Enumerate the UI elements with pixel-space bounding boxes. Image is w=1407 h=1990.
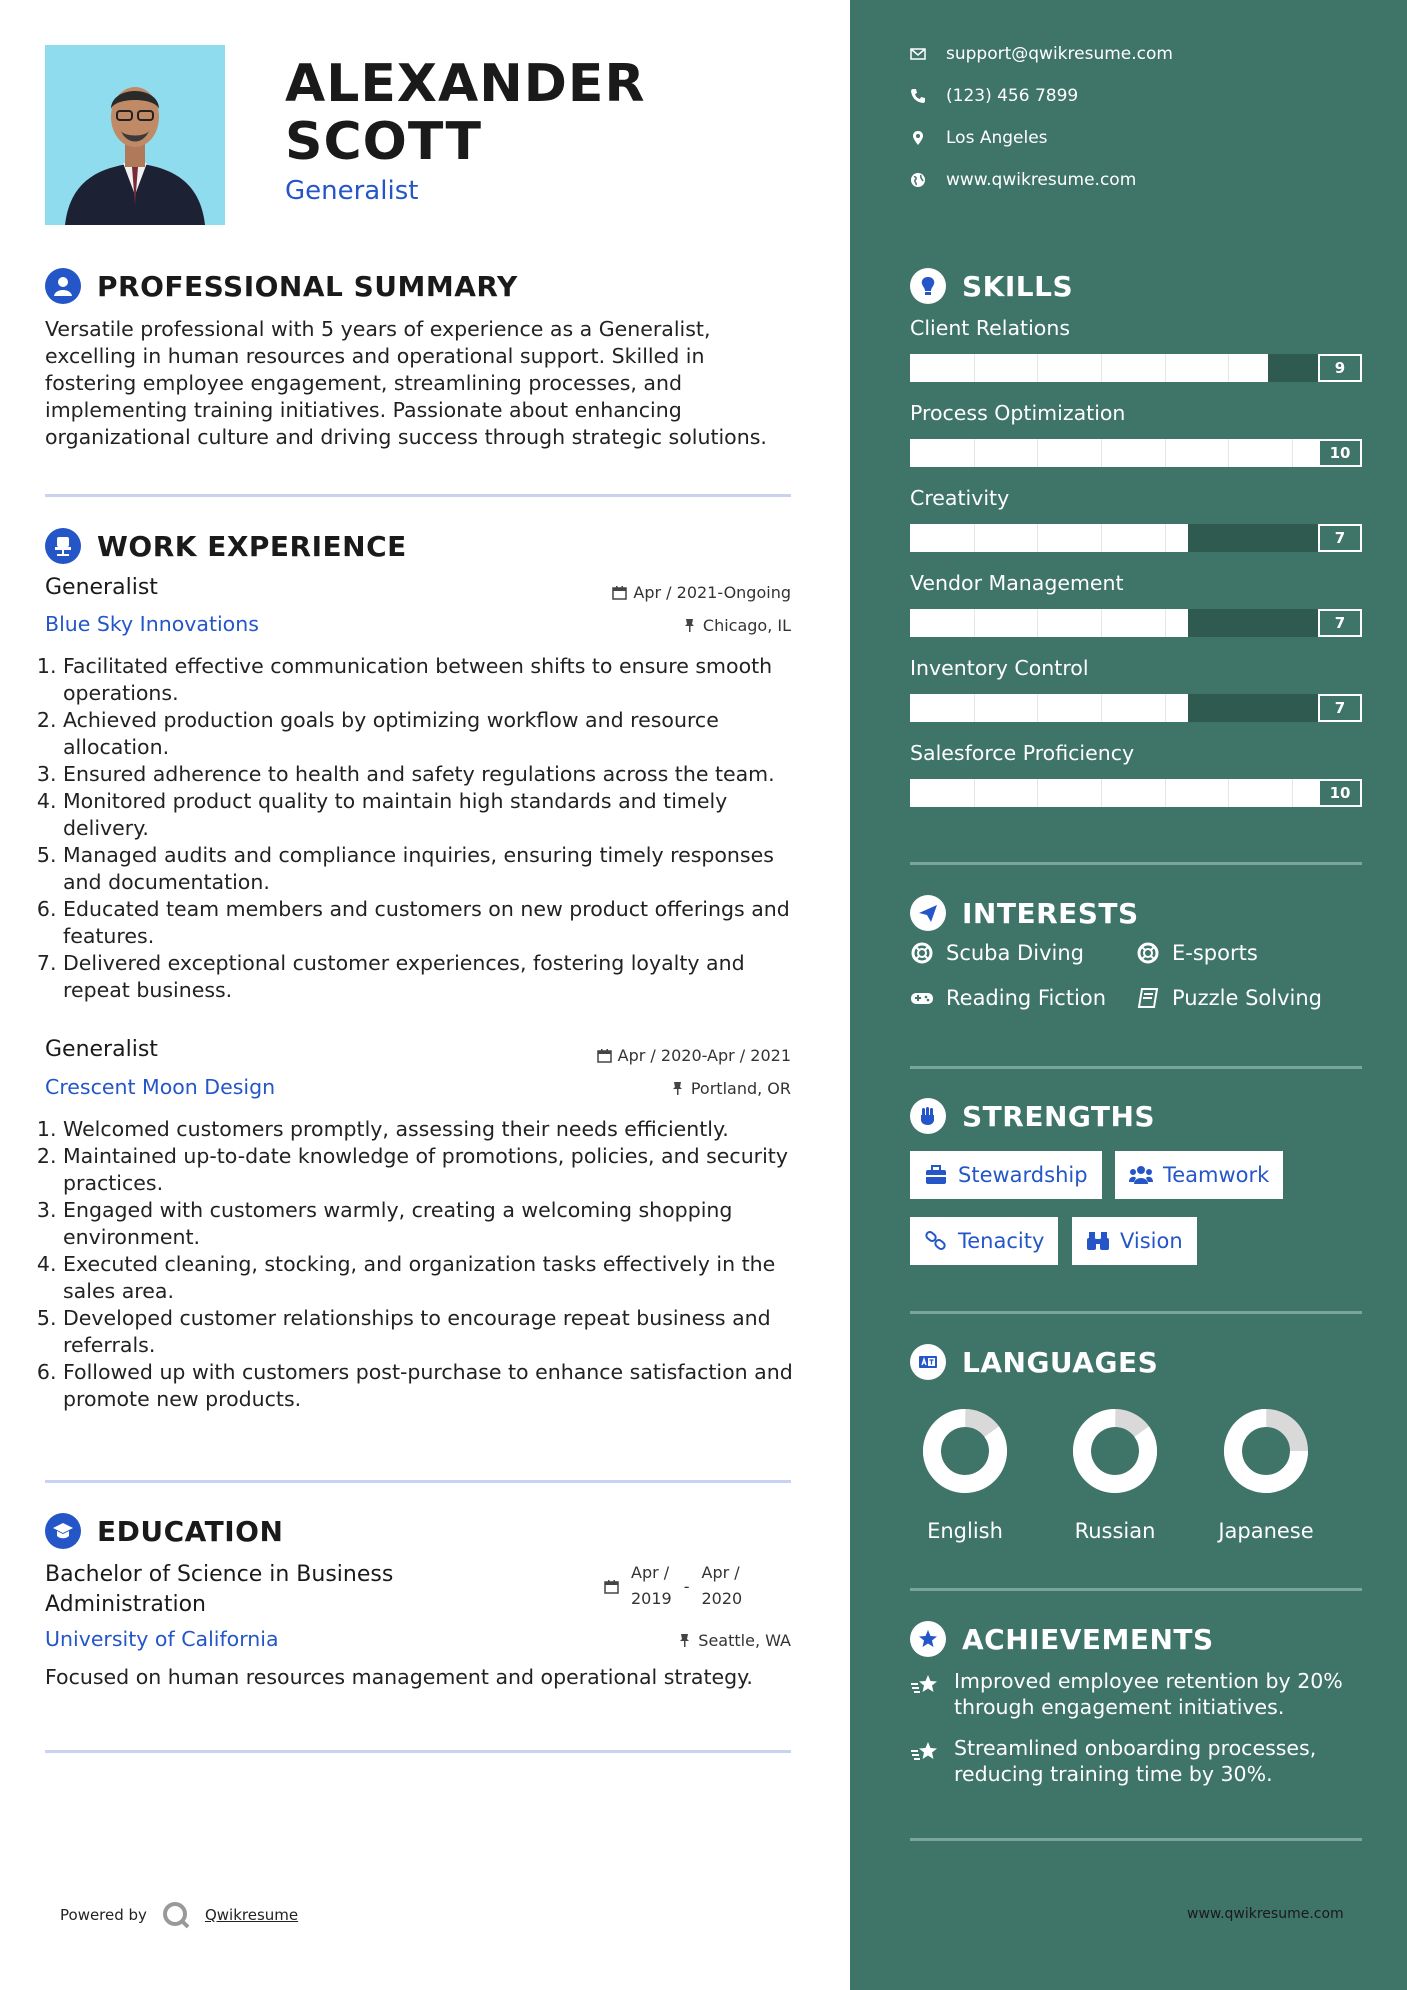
contact-phone[interactable] — [910, 86, 1078, 106]
strength-label: Teamwork — [1163, 1163, 1270, 1187]
job-location-text: Chicago, IL — [702, 616, 791, 635]
website-text: www.qwikresume.com — [946, 170, 1137, 190]
education-header — [45, 1513, 283, 1549]
language-ring-fill — [1069, 1405, 1161, 1497]
graduation-cap-icon — [45, 1513, 81, 1549]
degree-line: Administration — [45, 1592, 206, 1617]
list-item: 3. Engaged with customers warmly, creating a welcoming shopping environment. — [63, 1197, 815, 1251]
email-text: support@qwikresume.com — [946, 44, 1173, 64]
skill-segment — [1165, 779, 1166, 807]
skill-name: Creativity — [910, 486, 1010, 510]
strength-label: Vision — [1120, 1229, 1183, 1253]
skill-name: Process Optimization — [910, 401, 1126, 425]
interests-title: INTERESTS — [962, 896, 1139, 930]
language-ring — [1069, 1405, 1161, 1497]
list-item: 6. Followed up with customers post-purchase to enhance satisfaction and promote new products. — [63, 1359, 815, 1413]
job-company: Crescent Moon Design — [45, 1075, 276, 1099]
skill-segment — [1101, 524, 1102, 552]
skill-segment — [1165, 609, 1166, 637]
skill-fill — [910, 694, 1188, 722]
skill-bar — [910, 609, 1362, 637]
skill-segment — [1228, 779, 1229, 807]
list-item: 5. Managed audits and compliance inquiries, ensuring timely responses and documentation. — [63, 842, 815, 896]
strengths-title: STRENGTHS — [962, 1099, 1156, 1133]
skill-segment — [1165, 694, 1166, 722]
languages-header — [910, 1344, 1158, 1380]
envelope-icon — [910, 46, 926, 62]
list-item: 1. Welcomed customers promptly, assessing their needs efficiently. — [63, 1116, 815, 1143]
skill-name: Vendor Management — [910, 571, 1124, 595]
paper-plane-icon — [910, 895, 946, 931]
translate-icon — [910, 1344, 946, 1380]
end-date: Apr / 2020 — [701, 1563, 743, 1608]
shooting-star-icon — [910, 1672, 940, 1698]
skill-name: Client Relations — [910, 316, 1071, 340]
summary-text: Versatile professional with 5 years of experience as a Generalist, excelling in human resources and operational support. Skilled in fostering employee engagement, streamlining processes, and implementing training initiatives. Passionate about enhancing organizational culture and driving success through strategic solutions. — [45, 317, 767, 449]
interest-item — [910, 941, 1084, 965]
interest-item — [1136, 941, 1258, 965]
briefcase-icon — [924, 1164, 948, 1186]
user-icon — [45, 268, 81, 304]
experience-title: WORK EXPERIENCE — [97, 529, 407, 563]
shooting-star-icon — [910, 1739, 940, 1765]
experience-header — [45, 528, 407, 564]
divider — [910, 1838, 1362, 1841]
skill-bar — [910, 354, 1362, 382]
divider — [45, 1750, 791, 1753]
language-item — [1060, 1405, 1170, 1543]
skill-segment — [974, 694, 975, 722]
list-item: 4. Monitored product quality to maintain high standards and timely delivery. — [63, 788, 815, 842]
users-icon — [1129, 1164, 1153, 1186]
strength-badge — [1072, 1217, 1197, 1265]
skill-segment — [974, 524, 975, 552]
skill-segment — [1228, 354, 1229, 382]
education-description: Focused on human resources management and operational strategy. — [45, 1665, 753, 1689]
job-title: Generalist — [45, 575, 158, 600]
interest-item — [910, 986, 1106, 1010]
divider — [910, 1588, 1362, 1591]
skill-name: Salesforce Proficiency — [910, 741, 1135, 765]
list-item: 5. Developed customer relationships to encourage repeat business and referrals. — [63, 1305, 815, 1359]
qwikresume-logo-icon — [161, 1900, 191, 1930]
skill-score: 7 — [1318, 524, 1362, 552]
skill-fill — [910, 779, 1362, 807]
skill-segment — [974, 354, 975, 382]
strength-badge — [910, 1151, 1102, 1199]
language-ring — [919, 1405, 1011, 1497]
footer-powered — [60, 1900, 298, 1930]
skill-segment — [1292, 779, 1293, 807]
job-role: Generalist — [285, 176, 419, 206]
strength-label: Tenacity — [958, 1229, 1045, 1253]
list-item: 3. Ensured adherence to health and safety regulations across the team. — [63, 761, 815, 788]
education-title: EDUCATION — [97, 1514, 284, 1548]
summary-title: PROFESSIONAL SUMMARY — [97, 269, 518, 303]
languages-title: LANGUAGES — [962, 1345, 1159, 1379]
skill-segment — [1101, 694, 1102, 722]
name-last: SCOTT — [285, 112, 482, 172]
sidebar — [850, 0, 1407, 1990]
fist-icon — [910, 1098, 946, 1134]
divider — [910, 1311, 1362, 1314]
calendar-icon — [604, 1579, 619, 1594]
language-name: Russian — [1074, 1519, 1156, 1543]
skill-segment — [1292, 439, 1293, 467]
book-icon — [1136, 987, 1160, 1009]
lightbulb-icon — [910, 268, 946, 304]
achievement-text: Streamlined onboarding processes, reducing training time by 30%. — [954, 1736, 1317, 1786]
skill-score: 10 — [1318, 439, 1362, 467]
skill-segment — [1037, 779, 1038, 807]
achievement-item — [910, 1735, 1370, 1787]
interest-label: E-sports — [1172, 941, 1258, 965]
job-location — [670, 1079, 791, 1098]
interest-item — [1136, 986, 1322, 1010]
pin-icon — [677, 1633, 692, 1648]
binoculars-icon — [1086, 1230, 1110, 1252]
skill-name: Inventory Control — [910, 656, 1089, 680]
skill-segment — [1037, 609, 1038, 637]
list-item: 1. Facilitated effective communication between shifts to ensure smooth operations. — [63, 653, 815, 707]
divider — [910, 862, 1362, 865]
language-item — [910, 1405, 1020, 1543]
skill-segment — [1037, 354, 1038, 382]
skill-segment — [1101, 609, 1102, 637]
skill-segment — [1101, 439, 1102, 467]
interests-header — [910, 895, 1139, 931]
job-location-text: Portland, OR — [690, 1079, 791, 1098]
skill-segment — [1165, 354, 1166, 382]
skill-segment — [974, 439, 975, 467]
skill-fill — [910, 439, 1362, 467]
achievement-text: Improved employee retention by 20% through engagement initiatives. — [954, 1669, 1343, 1719]
job-dates-text: Apr / 2020-Apr / 2021 — [617, 1046, 791, 1065]
job-title: Generalist — [45, 1037, 158, 1062]
interest-label: Scuba Diving — [946, 941, 1084, 965]
pin-icon — [670, 1081, 685, 1096]
education-location-text: Seattle, WA — [698, 1631, 791, 1650]
language-name: English — [927, 1519, 1003, 1543]
skill-segment — [974, 609, 975, 637]
contact-email[interactable] — [910, 44, 1173, 64]
powered-by-label: Powered by — [60, 1906, 147, 1924]
lifebuoy-icon — [910, 942, 934, 964]
summary-header — [45, 268, 518, 304]
degree — [45, 1560, 393, 1620]
skill-score: 9 — [1318, 354, 1362, 382]
language-name: Japanese — [1218, 1519, 1314, 1543]
list-item: 2. Maintained up-to-date knowledge of promotions, policies, and security practices. — [63, 1143, 815, 1197]
star-badge-icon — [910, 1621, 946, 1657]
footer-website[interactable]: www.qwikresume.com — [1187, 1906, 1344, 1922]
skill-segment — [974, 779, 975, 807]
divider — [45, 1480, 791, 1483]
contact-website[interactable] — [910, 170, 1136, 190]
job-dates-text: Apr / 2021-Ongoing — [633, 583, 791, 602]
location-text: Los Angeles — [946, 128, 1048, 148]
divider — [45, 494, 791, 497]
job-bullets — [45, 1116, 815, 1413]
skill-score: 7 — [1318, 609, 1362, 637]
contact-location — [910, 128, 1048, 148]
candidate-name — [285, 55, 805, 171]
job-bullets — [45, 653, 815, 1004]
gamepad-icon — [910, 987, 934, 1009]
job-company: Blue Sky Innovations — [45, 612, 259, 636]
skill-segment — [1165, 524, 1166, 552]
link-icon — [924, 1230, 948, 1252]
divider — [910, 1066, 1362, 1069]
education-dates — [604, 1560, 742, 1612]
skill-segment — [1101, 779, 1102, 807]
strength-badge — [910, 1217, 1058, 1265]
interest-label: Puzzle Solving — [1172, 986, 1322, 1010]
school: University of California — [45, 1627, 279, 1651]
achievements-header — [910, 1621, 1214, 1657]
skill-segment — [1101, 354, 1102, 382]
job-dates — [612, 583, 791, 602]
start-date: Apr / 2019 — [631, 1563, 672, 1608]
skill-segment — [1037, 694, 1038, 722]
skill-bar — [910, 524, 1362, 552]
strength-badge — [1115, 1151, 1283, 1199]
list-item: 6. Educated team members and customers on new product offerings and features. — [63, 896, 815, 950]
degree-line: Bachelor of Science in Business — [45, 1562, 394, 1587]
skill-bar — [910, 779, 1362, 807]
achievements-title: ACHIEVEMENTS — [962, 1622, 1214, 1656]
pin-icon — [682, 618, 697, 633]
profile-photo — [45, 45, 225, 225]
skill-segment — [1165, 439, 1166, 467]
job-dates — [597, 1046, 791, 1065]
list-item: 2. Achieved production goals by optimizing workflow and resource allocation. — [63, 707, 815, 761]
strength-label: Stewardship — [958, 1163, 1088, 1187]
achievement-item — [910, 1668, 1370, 1720]
education-location — [677, 1631, 791, 1650]
list-item: 4. Executed cleaning, stocking, and organization tasks effectively in the sales area. — [63, 1251, 815, 1305]
map-pin-icon — [910, 130, 926, 146]
skill-segment — [1228, 439, 1229, 467]
date-separator: - — [683, 1576, 690, 1596]
skill-segment — [1037, 439, 1038, 467]
qwikresume-link[interactable]: Qwikresume — [204, 1906, 299, 1924]
skill-score: 7 — [1318, 694, 1362, 722]
phone-text: (123) 456 7899 — [946, 86, 1079, 106]
skill-fill — [910, 524, 1188, 552]
language-ring-fill — [919, 1405, 1011, 1497]
phone-icon — [910, 88, 926, 104]
language-ring — [1220, 1405, 1312, 1497]
skill-fill — [910, 354, 1268, 382]
skill-bar — [910, 694, 1362, 722]
globe-icon — [910, 172, 926, 188]
skills-header — [910, 268, 1073, 304]
skill-score: 10 — [1318, 779, 1362, 807]
strengths-header — [910, 1098, 1155, 1134]
skill-segment — [1037, 524, 1038, 552]
language-item — [1211, 1405, 1321, 1543]
name-first: ALEXANDER — [285, 54, 646, 114]
calendar-icon — [597, 1048, 612, 1063]
chair-icon — [45, 528, 81, 564]
skills-title: SKILLS — [962, 269, 1074, 303]
skill-fill — [910, 609, 1188, 637]
interest-label: Reading Fiction — [946, 986, 1107, 1010]
job-location — [682, 616, 791, 635]
lifebuoy-icon — [1136, 942, 1160, 964]
skill-bar — [910, 439, 1362, 467]
calendar-icon — [612, 585, 627, 600]
list-item: 7. Delivered exceptional customer experiences, fostering loyalty and repeat business. — [63, 950, 815, 1004]
